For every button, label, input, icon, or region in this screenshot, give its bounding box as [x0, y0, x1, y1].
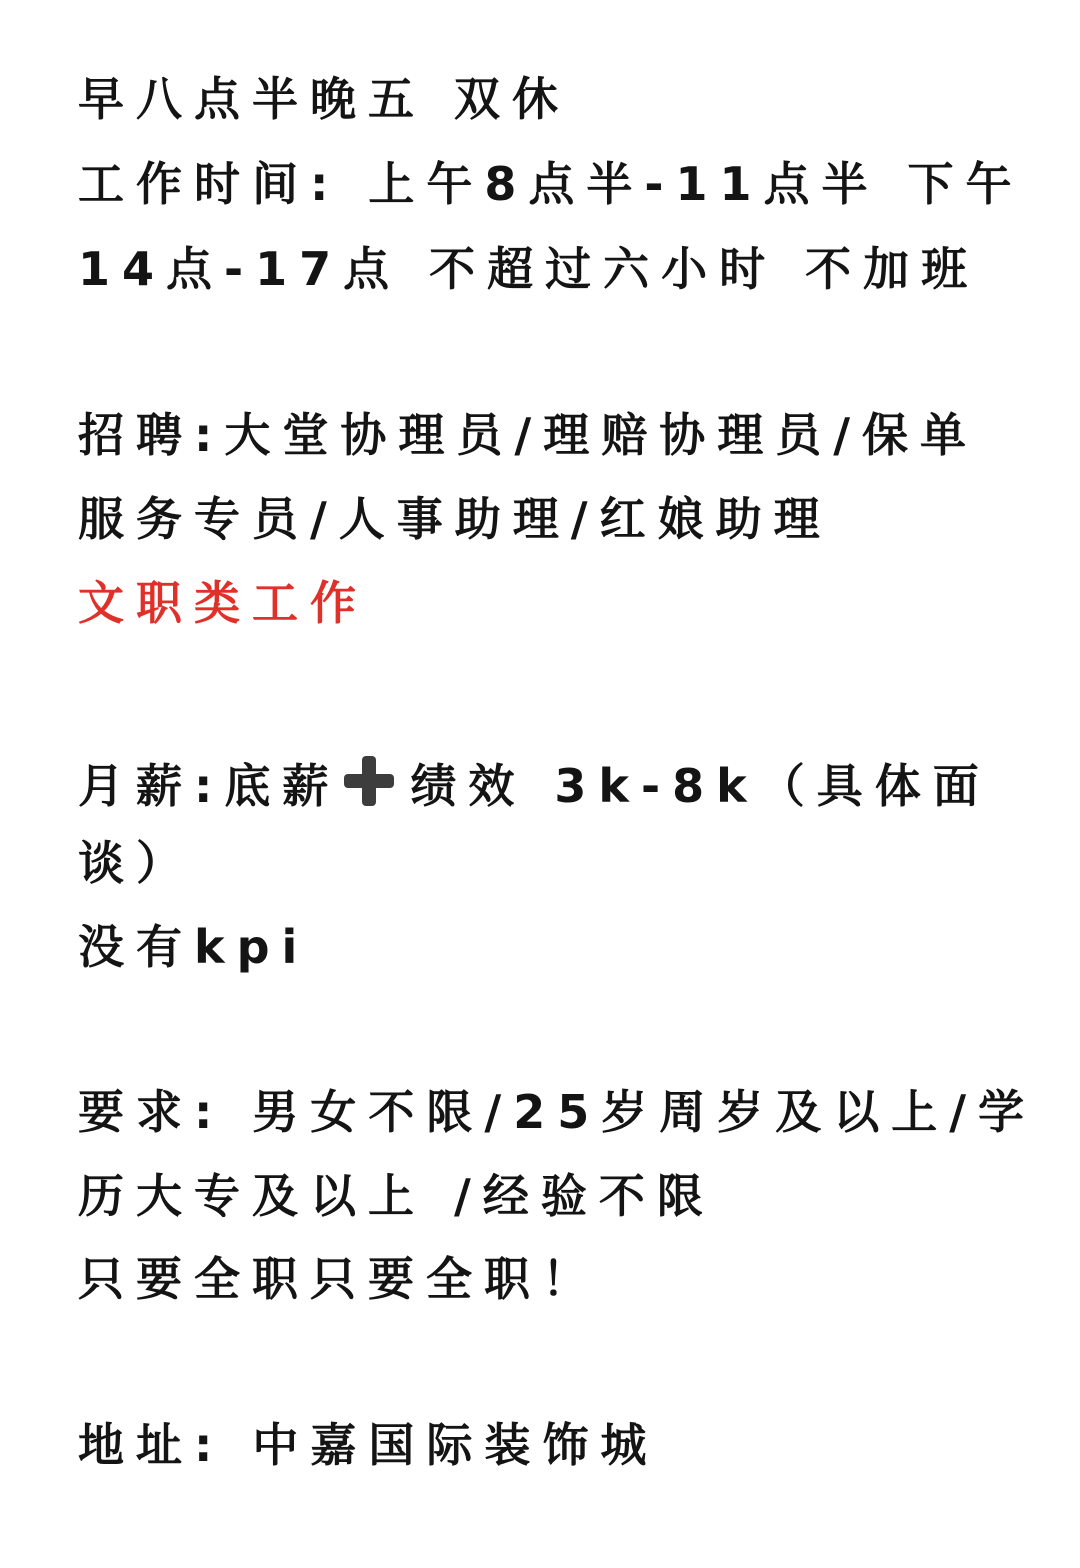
positions-line-1: 招聘:大堂协理员/理赔协理员/保单: [78, 408, 978, 462]
address-line: 地址: 中嘉国际装饰城: [78, 1418, 659, 1472]
requirements-line-2: 历大专及以上 /经验不限: [78, 1169, 715, 1223]
salary-detail: 绩效 3k-8k（具体面: [410, 759, 991, 813]
salary-line-2: 谈）: [78, 836, 194, 890]
work-hours-line-2: 14点-17点 不超过六小时 不加班: [78, 242, 980, 296]
salary-line-1: [78, 752, 1040, 814]
work-hours-line-1: 工作时间: 上午8点半-11点半 下午: [78, 157, 1024, 211]
schedule-summary: 早八点半晚五 双休: [78, 72, 571, 126]
no-kpi-line: 没有kpi: [78, 920, 310, 974]
clerical-highlight: 文职类工作: [78, 576, 368, 630]
heavy-plus-icon: [340, 752, 398, 810]
salary-label: 月薪:底薪: [78, 759, 341, 813]
positions-line-2: 服务专员/人事助理/红娘助理: [78, 492, 832, 546]
requirements-line-1: 要求: 男女不限/25岁周岁及以上/学: [78, 1085, 1037, 1139]
full-time-line: 只要全职只要全职！: [78, 1252, 600, 1306]
